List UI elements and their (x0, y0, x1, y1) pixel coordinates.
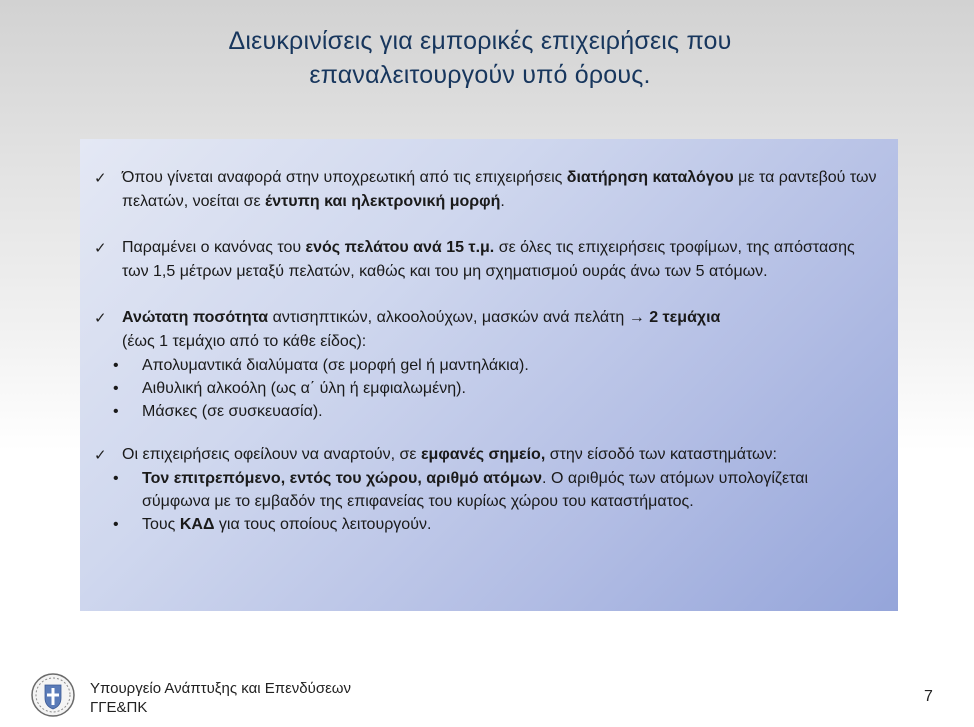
bullet-icon: • (113, 403, 119, 420)
content-box (80, 139, 898, 611)
item-text: Παραμένει ο κανόνας του ενός πελάτου ανά 15 τ.μ. σε όλες τις επιχειρήσεις τροφίμων, της απόστασης των 1,5 μέτρων μεταξύ πελατών, καθώς και του μη σχηματισμού ουράς άνω των 5 ατόμων. (122, 239, 855, 280)
page-number: 7 (924, 688, 933, 705)
item-text: Ανώτατη ποσότητα αντισηπτικών, αλκοολούχων, μασκών ανά πελάτη → 2 τεμάχια (έως 1 τεμάχιο από το κάθε είδος): (122, 309, 721, 350)
list-item-catalog (94, 166, 878, 214)
sub-list-item: • Τον επιτρεπόμενο, εντός του χώρου, αριθμό ατόμων. Ο αριθμός των ατόμων υπολογίζεται σύμφωνα με το εμβαδόν της επιφανείας του κυρίως χώρου του καταστήματος. (94, 467, 878, 513)
checkmark-icon: ✓ (94, 309, 107, 327)
checkmark-icon: ✓ (94, 446, 107, 464)
bullet-icon: • (113, 380, 119, 397)
greek-coat-of-arms-icon (30, 672, 76, 718)
sub-list-item: • Μάσκες (σε συσκευασία). (94, 400, 878, 423)
item-text: Οι επιχειρήσεις οφείλουν να αναρτούν, σε εμφανές σημείο, στην είσοδό των καταστημάτων: (122, 446, 777, 463)
bullet-icon: • (113, 516, 119, 533)
slide-title-line-2: επαναλειτουργούν υπό όρους. (309, 61, 651, 89)
sub-list-item: • Τους ΚΑΔ για τους οποίους λειτουργούν. (94, 513, 878, 536)
checkmark-icon: ✓ (94, 239, 107, 257)
checkmark-icon: ✓ (94, 169, 107, 187)
footer-line-1: Υπουργείο Ανάπτυξης και Επενδύσεων (90, 680, 351, 697)
sub-list-item: • Αιθυλική αλκοόλη (ως α΄ ύλη ή εμφιαλωμένη). (94, 377, 878, 400)
bullet-icon: • (113, 470, 119, 487)
slide-title-line-1: Διευκρινίσεις για εμπορικές επιχειρήσεις που (228, 27, 732, 55)
list-item-max-quantity (94, 306, 878, 423)
list-item-posting (94, 443, 878, 536)
footer-ministry (90, 679, 351, 717)
sub-list-item: • Απολυμαντικά διαλύματα (σε μορφή gel ή μαντηλάκια). (94, 354, 878, 377)
list-item-customer-rule (94, 236, 878, 284)
slide-title (150, 24, 810, 92)
item-text: Όπου γίνεται αναφορά στην υποχρεωτική από τις επιχειρήσεις διατήρηση καταλόγου με τα ραντεβού των πελατών, νοείται σε έντυπη και ηλεκτρονική μορφή. (122, 169, 877, 210)
bullet-icon: • (113, 357, 119, 374)
footer-line-2: ΓΓΕ&ΠΚ (90, 699, 148, 716)
